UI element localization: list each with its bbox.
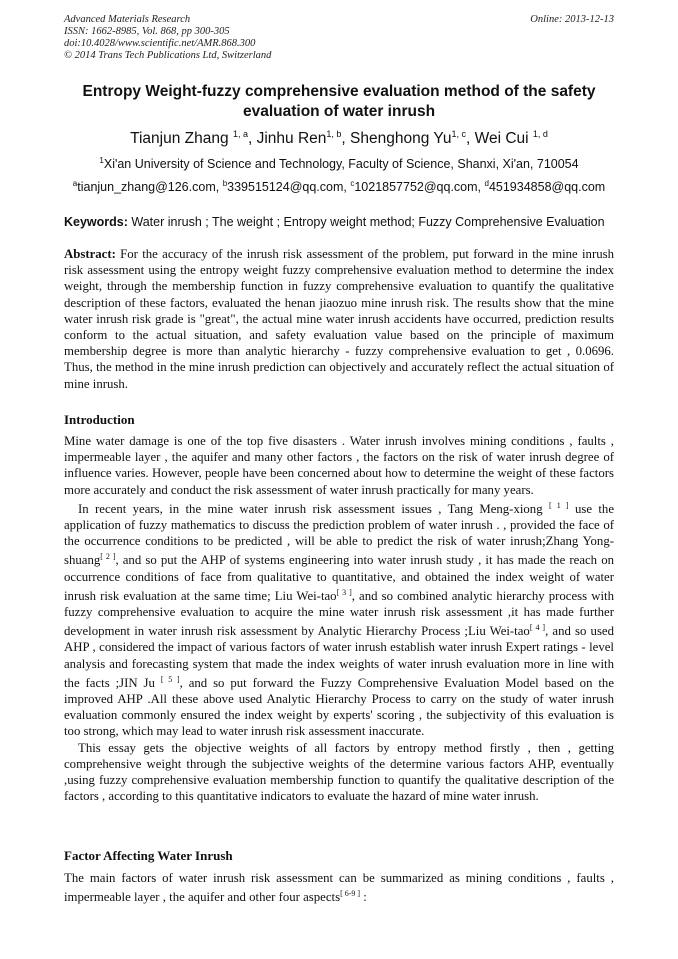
paragraph-text: , and so combined analytic hierarchy process with fuzzy comprehensive evaluation to acquire the mine water inrush risk assessment ,it has made further development in water inrush risk assessment by Analytic Hierarchy Process ;Liu Wei-tao xyxy=(64,588,614,639)
email-mark: a xyxy=(72,179,78,188)
affiliation xyxy=(40,156,638,171)
citation[interactable]: [ 2 ] xyxy=(100,552,116,562)
online-date: Online: 2013-12-13 xyxy=(530,14,614,25)
introduction-body xyxy=(64,433,614,804)
section-heading-introduction: Introduction xyxy=(64,412,135,427)
author-name: Shenghong Yu xyxy=(350,130,452,147)
email-link[interactable]: tianjun_zhang@126.com xyxy=(77,180,216,194)
email-link[interactable]: 451934858@qq.com xyxy=(488,180,606,194)
abstract xyxy=(64,246,614,392)
keywords-text: Water inrush ; The weight ; Entropy weight method; Fuzzy Comprehensive Evaluation xyxy=(131,215,605,229)
journal-name: Advanced Materials Research xyxy=(64,14,191,25)
section-heading-factor: Factor Affecting Water Inrush xyxy=(64,848,233,863)
paragraph-text: , and so put the AHP of systems engineering into water inrush study , it has made the reach on occurrence conditions of face from qualitative to quantitative, and obtained the index weight of water inrush risk evaluation at the same time; Liu Wei-tao xyxy=(64,553,614,603)
issn-line: ISSN: 1662-8985, Vol. 868, pp 300-305 xyxy=(64,26,230,37)
author-list: Tianjun Zhang $^{1, a}$, Jinhu Ren$^{1, b}$, Shenghong Yu$^{1, c}$, Wei Cui $^{1, d}$ xyxy=(130,129,548,147)
abstract-text: For the accuracy of the inrush risk assessment of the problem, put forward in the mine inrush risk assessment using the entropy weight fuzzy comprehensive evaluation method to determine the index weight, through the membership function in fuzzy comprehensive evaluation to quantify the qualitative description of these factors, evaluated the henan jiaozuo mine inrush risk. The results show that the mine water inrush risk grade is "great", the actual mine water inrush accidents have occurred, prediction results conform to the actual situation, and safety evaluation value based on the principle of maximum membership degree is more than analytic hierarchy - fuzzy comprehensive evaluation to get , 0.0696. Thus, the method in the mine inrush prediction can objectively and accurately reflect the actual situation of mine inrush. xyxy=(64,247,614,391)
keywords xyxy=(64,215,624,229)
journal-header xyxy=(64,14,424,62)
email-link[interactable]: 1021857752@qq.com xyxy=(354,180,478,194)
email-link[interactable]: 339515124@qq.com xyxy=(227,180,344,194)
paragraph-text: The main factors of water inrush risk assessment can be summarized as mining conditions , faults , impermeable layer , the aquifer and other four aspects xyxy=(64,871,614,905)
abstract-label: Abstract: xyxy=(64,247,116,261)
email-list: $^a$tianjun_zhang@126.com, $^b$339515124@qq.com, $^c$1021857752@qq.com, $^d$451934858@qq.com xyxy=(72,179,606,194)
paper-title: Entropy Weight-fuzzy comprehensive evaluation method of the safety evaluation of water inrush xyxy=(82,83,596,120)
copyright-line: © 2014 Trans Tech Publications Ltd, Switzerland xyxy=(64,50,272,61)
citation[interactable]: [ 5 ] xyxy=(160,674,180,684)
author-affil-mark: 1, d xyxy=(532,129,548,139)
email-mark: c xyxy=(350,179,355,188)
keywords-label: Keywords: xyxy=(64,215,128,229)
citation[interactable]: [ 3 ] xyxy=(336,587,352,597)
author-affil-mark: 1, a xyxy=(232,129,248,139)
doi-line: doi:10.4028/www.scientific.net/AMR.868.300 xyxy=(64,38,256,49)
affiliation-text: Xi'an University of Science and Technology, Faculty of Science, Shanxi, Xi'an, 710054 xyxy=(103,157,579,171)
paragraph-tail: : xyxy=(360,890,367,905)
paragraph: This essay gets the objective weights of all factors by entropy method firstly , then , getting comprehensive weight through the subjective weights of the determine various factors AHP, eventually ,using fuzzy comprehensive evaluation membership function to quantify the qualitative description of the factors , according to this quantitative indicators to evaluate the hazard of mine water inrush. xyxy=(64,740,614,804)
paragraph xyxy=(64,498,614,740)
citation[interactable]: [ 6-9 ] xyxy=(340,889,361,899)
author-name: Jinhu Ren xyxy=(256,130,327,147)
paragraph-text: , and so put forward the Fuzzy Comprehensive Evaluation Model based on the improved AHP .All these above used Analytic Hierarchy Process to carry on the study of water inrush evaluation commonly ensured the index weight by experts' scoring , the subjectivity of this evaluation is too strong, which may lead to water inrush risk assessment inaccurate. xyxy=(64,675,615,739)
citation[interactable]: [ 4 ] xyxy=(529,623,546,633)
email-mark: d xyxy=(484,179,489,188)
affiliation-mark: 1 xyxy=(99,156,104,165)
paragraph-text: , and so used AHP , considered the impact of various factors of water inrush establish water inrush Expert ratings - level analysis and forecasting system that made the index weights of water inrush evaluation more in line with the facts ;JIN Ju xyxy=(64,624,615,690)
author-affil-mark: 1, b xyxy=(326,129,342,139)
email-mark: b xyxy=(222,179,228,188)
paragraph: Mine water damage is one of the top five disasters . Water inrush involves mining conditions , faults , impermeable layer , the aquifer and many other factors , the factors on the risk of water inrush degree of influence varies. However, people have been concerned about how to determine the weight of these factors more accurately and conduct the risk assessment of water inrush practically for many years. xyxy=(64,434,614,497)
author-name: Wei Cui xyxy=(474,130,529,147)
factor-body xyxy=(64,870,614,905)
author-name: Tianjun Zhang xyxy=(130,130,229,147)
paragraph-text: In recent years, in the mine water inrush risk assessment issues , Tang Meng-xiong xyxy=(78,501,543,516)
paragraph-text: use the application of fuzzy mathematics to discuss the prediction problem of water inrush . , provided the face of the occurrence conditions to be predicted , will be able to predict the risk of water inrush;Zhang Yong-shuang xyxy=(64,501,614,568)
author-affil-mark: 1, c xyxy=(451,129,466,139)
citation[interactable]: [ 1 ] xyxy=(548,500,569,510)
